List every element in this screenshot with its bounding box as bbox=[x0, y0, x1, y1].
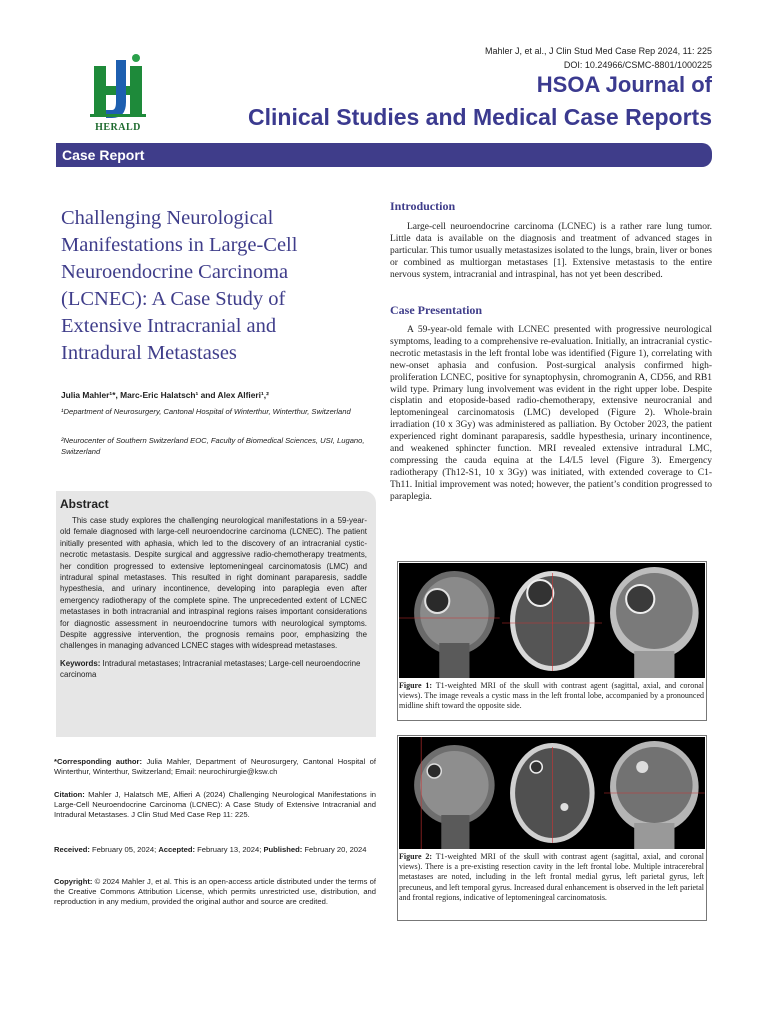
received-label: Received: bbox=[54, 845, 90, 854]
corresponding-label: *Corresponding author: bbox=[54, 757, 142, 766]
mri-sagittal-image bbox=[399, 563, 500, 678]
doi: DOI: 10.24966/CSMC-8801/1000225 bbox=[563, 60, 712, 70]
journal-name-line2: Clinical Studies and Medical Case Reports bbox=[248, 104, 712, 130]
published-label: Published: bbox=[263, 845, 303, 854]
figure-2 bbox=[397, 735, 707, 921]
figure-2-label: Figure 2: bbox=[399, 852, 433, 861]
running-citation: Mahler J, et al., J Clin Stud Med Case Rep 2024, 11: 225 bbox=[485, 46, 712, 56]
logo-wordmark: HERALD bbox=[95, 122, 141, 133]
figure-1-caption-text: T1-weighted MRI of the skull with contrast agent (sagittal, axial, and coronal views). The image reveals a cystic mass in the left frontal lobe, accompanied by a pronounced midline shift toward the opposite side. bbox=[399, 681, 704, 711]
article-title: Challenging Neurological Manifestations in Large-Cell Neuroendocrine Carcinoma (LCNEC): A Case Study of Extensive Intracranial and Intradural Metastases bbox=[61, 207, 298, 364]
mri-coronal-image bbox=[604, 563, 705, 678]
keywords-label: Keywords: bbox=[60, 658, 101, 668]
figure-1 bbox=[397, 561, 707, 721]
mri-sagittal-image bbox=[399, 737, 500, 849]
introduction-heading: Introduction bbox=[390, 199, 456, 213]
copyright-text: © 2024 Mahler J, et al. This is an open-access article distributed under the terms of the Creative Commons Attribution License, which permits unrestricted use, distribution, and reproduction in any medium, provided the original author and source are credited. bbox=[54, 877, 376, 907]
abstract-text: This case study explores the challenging neurological manifestations in a 59-year-old female diagnosed with large-cell neuroendocrine carcinoma (LCNEC). The patient initially presented with aphasia, which led to the discovery of an intracranial cystic-necrotic metastasis. Despite surgical and aggressive radio-chemotherapy treatments, her condition progressed to extensive leptomeningeal carcinomatosis (LMC) and intradural spinal metastases. This resulted in right dominant paraparesis, saddle hypesthesia, and urinary incontinence, developing into paraplegia even after emergency radiotherapy of the complete spine. The unprecedented extent of LCNEC metastases in both intracranial and intraspinal regions raises important considerations for diagnostic assessment in neuroendocrine tumors with neurological symptoms. Despite aggressive intervention, the prognosis remains poor, emphasizing the challenges in managing advanced LCNEC stages with widespread metastases. bbox=[60, 516, 367, 651]
citation-block bbox=[54, 790, 376, 821]
article-type-banner: Case Report bbox=[56, 143, 712, 167]
abstract-heading: Abstract bbox=[60, 497, 109, 511]
figure-1-caption bbox=[399, 681, 704, 712]
corresponding-text: Julia Mahler, Department of Neurosurgery, Cantonal Hospital of Winterthur, Winterthur, Switzerland; Email: neurochirurgie@ksw.ch bbox=[54, 757, 376, 777]
copyright-block bbox=[54, 877, 376, 908]
keywords bbox=[60, 658, 367, 681]
figure-1-images bbox=[399, 563, 705, 678]
keywords-text: Intradural metastases; Intracranial metastases; Large-cell neuroendocrine carcinoma bbox=[60, 658, 361, 680]
citation-text: Mahler J, Halatsch ME, Alfieri A (2024) Challenging Neurological Manifestations in Large-Cell Neuroendocrine Carcinoma (LCNEC): A Case Study of Extensive Intracranial and Intradural Metastases. J Clin Stud Med Case Rep 11: 225. bbox=[54, 790, 376, 820]
corresponding-author bbox=[54, 757, 376, 777]
case-presentation-text: A 59-year-old female with LCNEC presented with progressive neurological symptoms, leading to a comprehensive re-evaluation. Initially, an intracranial cystic-necrotic metastasis in the left frontal lobe was identified (Figure 1), correlating with new-onset aphasia and confusion. Post-surgical analysis confirmed high-proliferation LCNEC, positive for synaptophysin, chromogranin A, CD56, and RB1 wild type. Primary lung involvement was evident in the right upper lobe. Despite cisplatin and etoposide-based radio-chemotherapy, extensive neurocranial and leptomeningeal carcinomatosis (LMC) developed (Figure 2). Whole-brain irradiation (10 x 3Gy) was administered as palliation. By October 2023, the patient experienced right dominant paraparesis, saddle hypesthesia, urinary incontinence, and weakened sphincter function. MRI revealed extensive intradural LMC, compressing the cauda equina at the L4/L5 level (Figure 3). Emergency radiotherapy (Th12-S1, 10 x 3Gy) was initiated, with extended coverage to C1-Th11. Initial improvement was noted; however, the patient’s condition progressed to paraplegia. bbox=[390, 325, 712, 502]
copyright-label: Copyright: bbox=[54, 877, 93, 886]
abstract-box bbox=[56, 491, 376, 737]
mri-axial-image bbox=[502, 737, 603, 849]
running-header bbox=[485, 44, 712, 72]
journal-name-line1: HSOA Journal of bbox=[536, 72, 712, 97]
received-date: February 05, 2024; bbox=[92, 845, 157, 854]
affiliation-2: ²Neurocenter of Southern Switzerland EOC, Faculty of Biomedical Sciences, USI, Lugano, Switzerland bbox=[61, 436, 365, 456]
introduction-text: Large-cell neuroendocrine carcinoma (LCNEC) is a rather rare lung tumor. Little data is available on the diagnosis and treatment of advanced stages in particular. This tumor usually metastasizes isolated to the lungs, brain, liver or bones or combined as multiorgan metastases [1]. Extensive metastasis to the entire nervous system, intracranial and intraspinal, has not yet been described. bbox=[390, 222, 712, 280]
author-list: Julia Mahler¹*, Marc-Eric Halatsch¹ and Alex Alfieri¹,² bbox=[61, 390, 269, 400]
mri-axial-image bbox=[502, 563, 603, 678]
accepted-label: Accepted: bbox=[158, 845, 196, 854]
figure-1-label: Figure 1: bbox=[399, 681, 433, 690]
figure-2-images bbox=[399, 737, 705, 849]
figure-2-caption bbox=[399, 852, 704, 903]
published-date: February 20, 2024 bbox=[304, 845, 367, 854]
accepted-date: February 13, 2024; bbox=[197, 845, 262, 854]
mri-coronal-image bbox=[604, 737, 705, 849]
dates-block bbox=[54, 845, 376, 855]
figure-2-caption-text: T1-weighted MRI of the skull with contrast agent (sagittal, axial, and coronal views). There is a pre-existing resection cavity in the left frontal lobe. Multiple intracerebral metastases are noted, including in the left frontal medial gyrus, left parietal gyrus, left precuneus, and left temporal gyrus. Increased dural enhancement is observed in the left parietal and frontal regions, indicative of leptomeningeal carcinomatosis. bbox=[399, 852, 704, 902]
affiliation-1: ¹Department of Neurosurgery, Cantonal Hospital of Winterthur, Winterthur, Switzerland bbox=[61, 407, 351, 416]
citation-label: Citation: bbox=[54, 790, 85, 799]
case-presentation-heading: Case Presentation bbox=[390, 303, 483, 317]
